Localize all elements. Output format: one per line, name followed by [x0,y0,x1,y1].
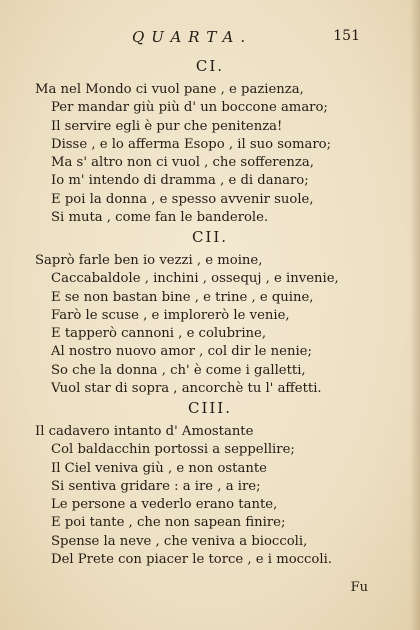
running-title: QUARTA. [132,28,253,46]
page-edge-shadow [410,0,420,630]
verse-line: Vuol star di sopra , ancorchè tu l' affetti. [51,381,322,397]
verse-line: Spense la neve , che veniva a bioccoli, [51,533,308,549]
verse-line: E poi la donna , e spesso avvenir suole, [51,191,314,207]
verse-line: Si sentiva gridare : a ire , a ire; [51,478,261,494]
verse-line: E tapperò cannoni , e colubrine, [51,326,267,342]
page-number: 151 [333,28,360,44]
verse-line: Ma s' altro non ci vuol , che sofferenza, [51,155,314,171]
verse-line: Io m' intendo di dramma , e di danaro; [51,173,309,189]
verse-line: Saprò farle ben io vezzi , e moine, [35,253,263,268]
verse-line: Disse , e lo afferma Esopo , il suo somaro; [51,136,332,152]
verse-line: Le persone a vederlo erano tante, [51,497,278,513]
verse-line: Il servire egli è pur che penitenza! [51,118,283,134]
verse-line: So che la donna , ch' è come i galletti, [51,362,306,378]
verse-line: Il Ciel veniva giù , e non ostante [51,460,267,476]
stanza-text [35,252,370,398]
stanza-number: CIII. [187,399,233,417]
verse-line: Si muta , come fan le banderole. [51,210,269,226]
stanza-number: CI. [195,57,225,75]
stanza-number: CII. [191,228,229,246]
catchword: Fu [350,580,368,595]
verse-line: Ma nel Mondo ci vuol pane , e pazienza, [35,82,304,97]
stanza-text [35,423,370,569]
verse-line: Col baldacchin portossi a seppellire; [51,442,295,458]
verse-line: Al nostro nuovo amor , col dir le nenie; [51,344,312,360]
verse-line: Caccabaldole , inchini , ossequj , e invenie, [51,271,339,287]
running-head [0,28,420,48]
verse-line: Del Prete con piacer le torce , e i moccoli. [51,552,332,568]
stanza-text [35,81,370,227]
verse-line: E se non bastan bine , e trine , e quine, [51,289,314,305]
verse-line: Farò le scuse , e implorerò le venie, [51,307,290,323]
verse-line: Il cadavero intanto d' Amostante [35,424,254,439]
verse-line: Per mandar giù più d' un boccone amaro; [51,100,328,116]
verse-line: E poi tante , che non sapean finire; [51,515,286,531]
